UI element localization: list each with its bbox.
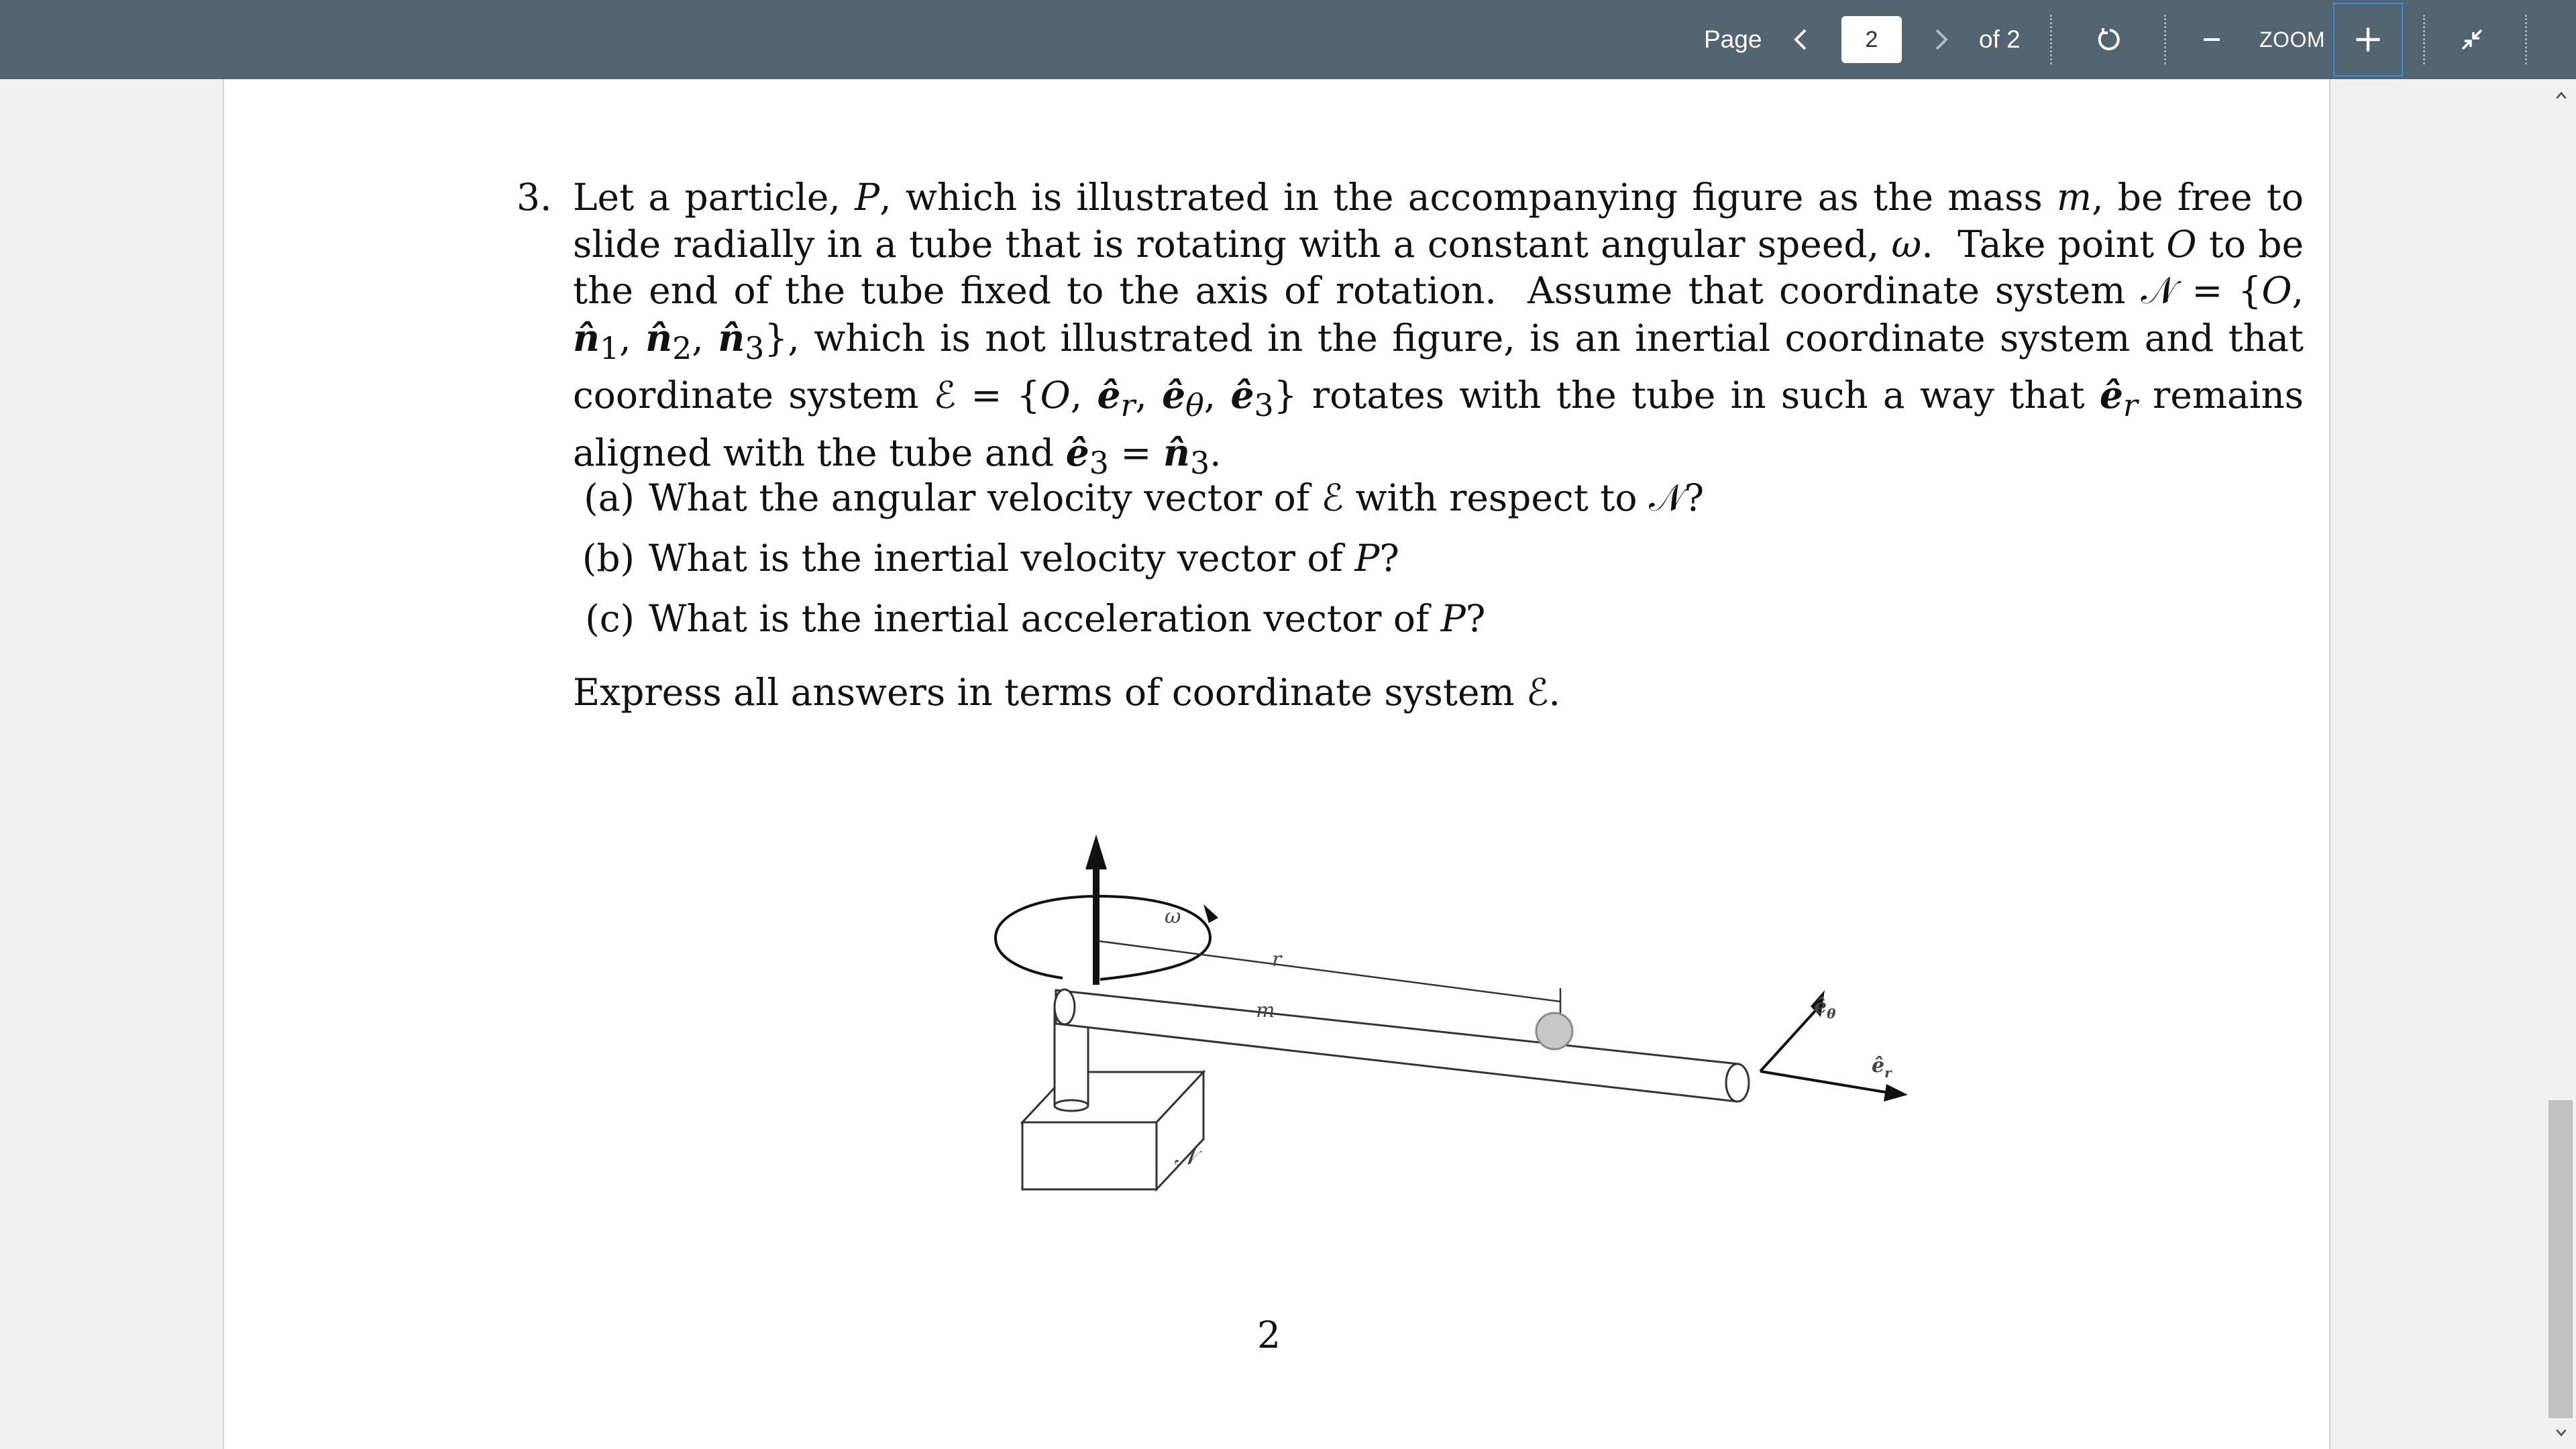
e-r-label: $ê_r$ [1872, 1054, 1892, 1081]
frame-n-label: 𝒩 [1174, 1144, 1196, 1171]
minus-icon [2198, 26, 2225, 53]
page-count-label: of 2 [1979, 25, 2021, 53]
rotation-axis-arrowhead [1085, 835, 1107, 869]
part-label: (b) [582, 537, 635, 580]
e-r-arrowhead [1884, 1084, 1908, 1102]
exit-fullscreen-icon [2459, 26, 2485, 53]
m-label: m [1256, 999, 1275, 1022]
toolbar-divider [2423, 15, 2425, 64]
mass-particle [1536, 1013, 1572, 1049]
page-label: Page [1704, 25, 1762, 53]
page-number-input[interactable] [1841, 16, 1902, 63]
toolbar-divider [2050, 15, 2052, 64]
omega-arrowhead [1203, 904, 1218, 923]
document-viewer [0, 79, 2576, 1449]
next-page-button[interactable] [1917, 16, 1964, 63]
scroll-down-button[interactable] [2546, 1419, 2576, 1446]
problem-statement [517, 174, 2304, 486]
zoom-label: ZOOM [2259, 27, 2325, 52]
scroll-up-icon [2554, 88, 2569, 103]
page-content [224, 79, 2329, 1449]
chevron-right-icon [1927, 26, 1954, 53]
problem-text: Let a particle, P, which is illustrated in the accompanying figure as the mass m, be free to slide radially in a tube that is rotating with a constant angular speed, ω. Take point O to be the end of the tube fixed to the axis of rotation. Assume that coordinate system 𝒩 = {O, $n̂_1$, $n̂_2$, $n̂_3$}, which is not illustrated in the figure, is an inertial coordinate system and that coordinate system ℰ = {O, $ê_r$, $ê_\theta$, $ê_3$} rotates with the tube in such a way that $ê_r$ remains aligned with the tube and $ê_3$ = $n̂_3$. [573, 176, 2304, 481]
part-label: (a) [584, 476, 635, 519]
instructions-text: Express all answers in terms of coordinate system ℰ. [573, 671, 1560, 714]
part-text: What is the inertial velocity vector of P? [649, 537, 1399, 580]
rotating-tube-figure [955, 777, 1928, 1220]
previous-page-button[interactable] [1778, 16, 1825, 63]
e-theta-vector [1760, 1005, 1821, 1071]
scroll-down-icon [2554, 1426, 2569, 1440]
r-dimension-line [1099, 941, 1560, 1002]
toolbar-divider [2525, 15, 2527, 64]
plus-icon [2353, 25, 2383, 54]
vertical-scrollbar[interactable] [2546, 79, 2576, 1449]
chevron-left-icon [1788, 26, 1815, 53]
zoom-in-button[interactable] [2333, 3, 2403, 76]
zoom-out-button[interactable] [2188, 16, 2235, 63]
omega-label: ω [1165, 905, 1181, 928]
scroll-up-button[interactable] [2546, 82, 2576, 109]
part-text: What the angular velocity vector of ℰ with respect to 𝒩? [649, 476, 1705, 519]
scrollbar-thumb[interactable] [2548, 1100, 2573, 1418]
page-number: 2 [1257, 1313, 1281, 1356]
pdf-page [223, 79, 2330, 1449]
r-label: r [1272, 948, 1282, 971]
toolbar-divider [2164, 15, 2166, 64]
e-theta-label: $ê_\theta$ [1814, 995, 1836, 1022]
rotate-button[interactable] [2085, 16, 2132, 63]
base-block-shape [1022, 1072, 1203, 1189]
part-text: What is the inertial acceleration vector of P? [649, 597, 1486, 640]
part-label: (c) [585, 597, 635, 640]
problem-number: 3. [517, 176, 552, 219]
viewer-toolbar [0, 0, 2576, 79]
exit-fullscreen-button[interactable] [2449, 16, 2496, 63]
rotate-icon [2095, 26, 2122, 53]
